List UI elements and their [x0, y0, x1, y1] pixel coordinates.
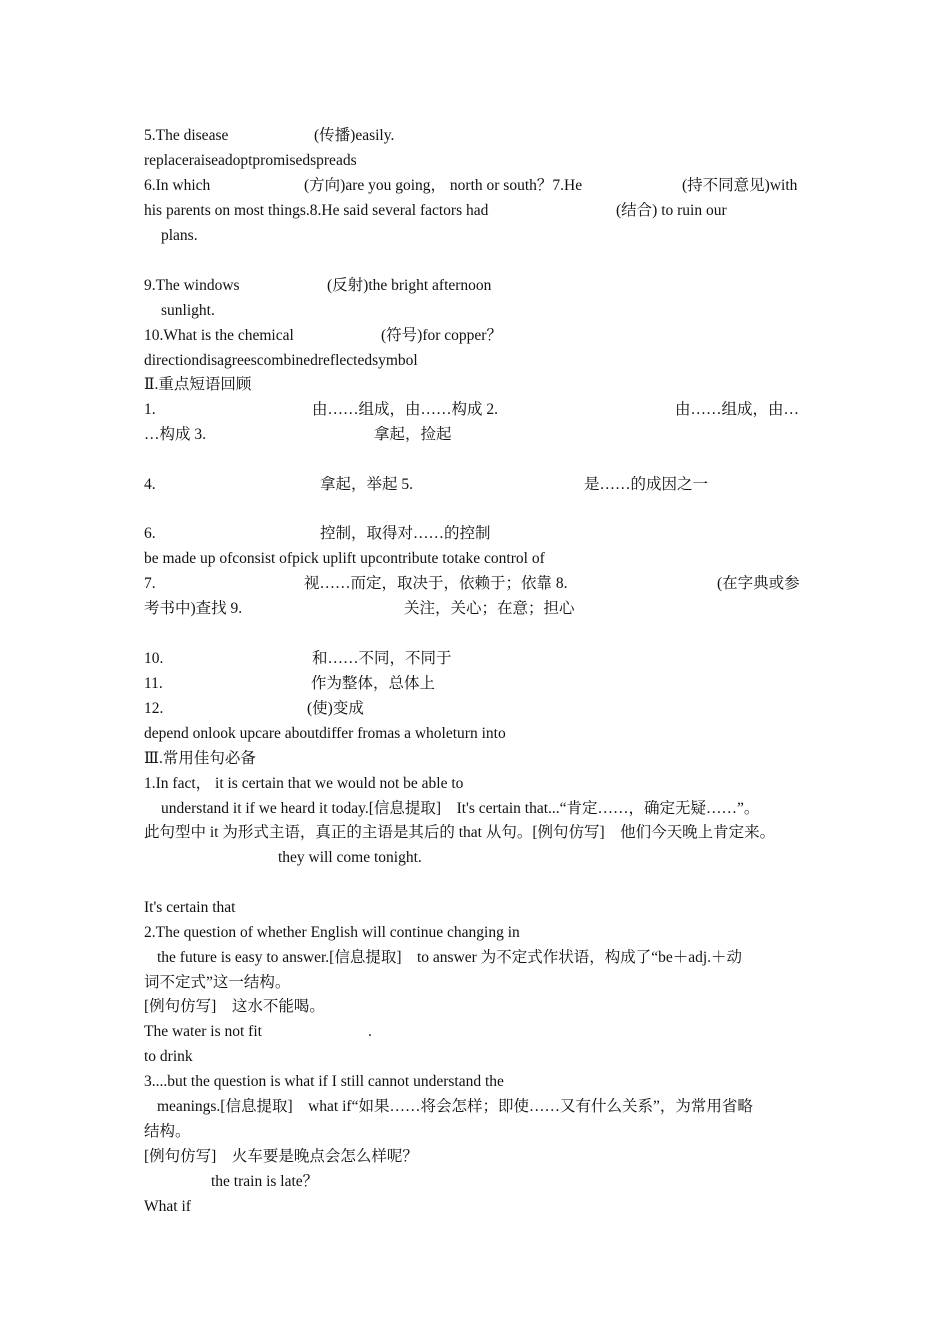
text: 3....but the question is what if I still cannot understand the: [144, 1073, 504, 1090]
text: his parents on most things.8.He said several factors had: [144, 202, 489, 219]
text: 考书中)查找 9.: [144, 600, 243, 617]
text: to drink: [144, 1048, 193, 1065]
text: 结构。: [144, 1123, 191, 1140]
text: (方向)are you going， north or south？7.He: [304, 177, 583, 194]
text: 关注，关心；在意；担心: [404, 600, 575, 617]
text: It's certain that: [144, 899, 236, 916]
text: 1.In fact， it is certain that we would not be able to: [144, 775, 464, 792]
text: Ⅲ.常用佳句必备: [144, 750, 256, 767]
text: 10.: [144, 650, 164, 667]
text: 作为整体，总体上: [311, 675, 436, 692]
text: 词不定式”这一结构。: [144, 974, 291, 991]
text: 拿起，捡起: [374, 426, 452, 443]
text: 由……组成，由……构成 2.: [312, 401, 499, 418]
text: What if: [144, 1198, 191, 1215]
text: (传播)easily.: [314, 127, 395, 144]
text: (持不同意见)with: [682, 177, 798, 194]
text: 控制，取得对……的控制: [320, 525, 491, 542]
text: replaceraiseadoptpromisedspreads: [144, 152, 357, 169]
text: meanings.[信息提取] what if“如果……将会怎样；即使……又有什么关系”，为常用省略: [157, 1098, 753, 1115]
text: 由……组成，由…: [675, 401, 800, 418]
text: be made up ofconsist ofpick uplift upcontribute totake control of: [144, 550, 545, 567]
text: Ⅱ.重点短语回顾: [144, 376, 252, 393]
text: …构成 3.: [144, 426, 207, 443]
text: 和……不同，不同于: [312, 650, 452, 667]
text: directiondisagreescombinedreflectedsymbol: [144, 352, 418, 369]
text: 5.The disease: [144, 127, 229, 144]
text: (结合) to ruin our: [616, 202, 727, 219]
text: 此句型中 it 为形式主语，真正的主语是其后的 that 从句。[例句仿写] 他们今天晚上肯定来。: [144, 824, 776, 841]
text: 7.: [144, 575, 156, 592]
text: 9.The windows: [144, 277, 240, 294]
text: (在字典或参: [717, 575, 800, 592]
text: 拿起，举起 5.: [320, 476, 414, 493]
text: (使)变成: [307, 700, 364, 717]
text: [例句仿写] 火车要是晚点会怎么样呢？: [144, 1148, 418, 1165]
text: 2.The question of whether English will continue changing in: [144, 924, 520, 941]
text: 6.In which: [144, 177, 211, 194]
text: understand it if we heard it today.[信息提取] It's certain that...“肯定……，确定无疑……”。: [161, 800, 760, 817]
text: .: [368, 1023, 372, 1040]
text: 1.: [144, 401, 156, 418]
text: (符号)for copper？: [381, 327, 502, 344]
text: the future is easy to answer.[信息提取] to answer 为不定式作状语，构成了“be＋adj.＋动: [157, 949, 743, 966]
text: 12.: [144, 700, 164, 717]
text: 是……的成因之一: [584, 476, 709, 493]
text: the train is late？: [211, 1173, 319, 1190]
text: 6.: [144, 525, 156, 542]
text: sunlight.: [161, 302, 215, 319]
text: (反射)the bright afternoon: [327, 277, 492, 294]
text: 4.: [144, 476, 156, 493]
text: 视……而定，取决于，依赖于；依靠 8.: [304, 575, 568, 592]
text: 11.: [144, 675, 163, 692]
text: they will come tonight.: [278, 849, 422, 866]
text: plans.: [161, 227, 198, 244]
text: The water is not fit: [144, 1023, 262, 1040]
text: [例句仿写] 这水不能喝。: [144, 998, 325, 1015]
text: 10.What is the chemical: [144, 327, 294, 344]
text: depend onlook upcare aboutdiffer fromas a wholeturn into: [144, 725, 506, 742]
